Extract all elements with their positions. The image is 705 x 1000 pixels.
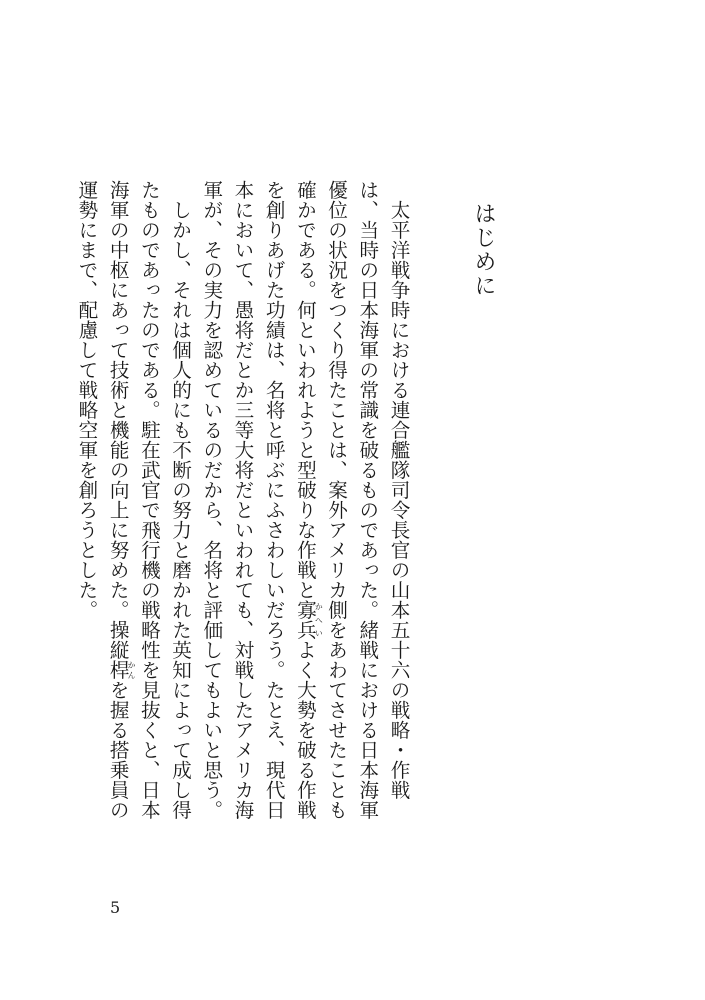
ruby-kahei-reading: かへい (314, 600, 324, 640)
paragraph-1-text-a: 太平洋戦争時における連合艦隊司令長官の山本五十六の戦略・作戦は、当時の日本海軍の常識を破るものであった。緒戦における日本海軍優位の状況をつくり得たことは、案外アメリカ側をあわてさせたことも確かである。何といわれようと型破りな作戦と (293, 180, 410, 820)
paragraph-1 (196, 180, 414, 820)
ruby-kahei-base: 寡兵 (293, 600, 317, 640)
ruby-kahei (293, 600, 324, 640)
chapter-title: はじめに (471, 202, 496, 298)
paragraph-2-text-b: を握る搭乗員の運勢にまで、配慮して戦略空軍を創ろうとした。 (74, 180, 130, 820)
body-text (74, 180, 414, 820)
ruby-kan (106, 660, 137, 680)
paragraph-1-text-b: よく大勢を破る作戦を創りあげた功績は、名将と呼ぶにふさわしいだろう。たとえ、現代日本において、愚将だとか三等大将だといわれても、対戦したアメリカ海軍が、その実力を認めているのだから、名将と評価してもよいと思う。 (199, 180, 317, 820)
page-number: 5 (110, 898, 121, 917)
ruby-kan-base: 桿 (106, 660, 130, 680)
paragraph-2 (71, 180, 196, 820)
paragraph-2-text-a: しかし、それは個人的にも不断の努力と磨かれた英知によって成し得たものであったのである。駐在武官で飛行機の戦略性を見抜くと、日本海軍の中枢にあって技術と機能の向上に努めた。操縦 (106, 180, 192, 820)
ruby-kan-reading: かん (127, 660, 137, 680)
